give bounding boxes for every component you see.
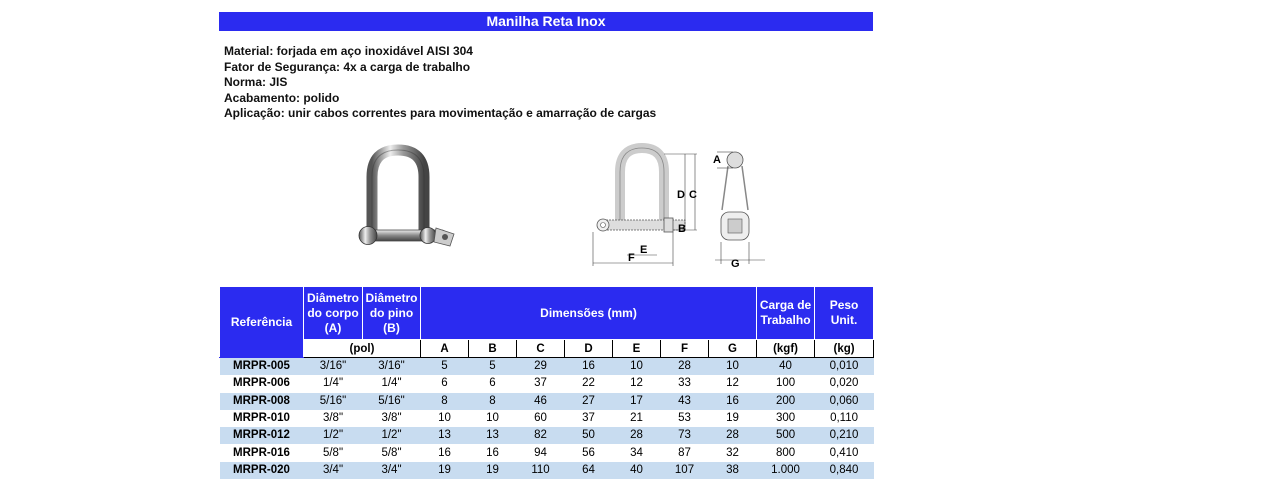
col-D: D: [565, 340, 613, 358]
page-title: Manilha Reta Inox: [219, 12, 873, 31]
unit-kg: (kg): [815, 340, 874, 358]
col-B: B: [469, 340, 517, 358]
table-cell: 12: [709, 375, 757, 392]
table-cell: 200: [757, 393, 815, 410]
table-row: [220, 427, 874, 444]
table-cell: 43: [661, 393, 709, 410]
row-reference: MRPR-020: [220, 462, 304, 479]
table-cell: 64: [565, 462, 613, 479]
label-G: G: [731, 258, 740, 270]
table-cell: 19: [709, 410, 757, 427]
table-cell: 0,020: [815, 375, 874, 392]
table-cell: 0,110: [815, 410, 874, 427]
table-cell: 21: [613, 410, 661, 427]
table-cell: 0,010: [815, 358, 874, 376]
label-D: D: [677, 189, 685, 201]
spec-standard: Norma: JIS: [224, 75, 288, 89]
table-cell: 3/8": [363, 410, 421, 427]
col-peso: Peso Unit.: [815, 287, 874, 340]
shackle-photo: [350, 142, 470, 257]
table-row: [220, 375, 874, 392]
table-cell: 19: [421, 462, 469, 479]
spec-application: Aplicação: unir cabos correntes para movimentação e amarração de cargas: [224, 106, 657, 120]
spec-safety-factor: Fator de Segurança: 4x a carga de trabalho: [224, 59, 471, 74]
table-cell: 1/2": [304, 427, 363, 444]
table-cell: 5/8": [304, 444, 363, 461]
table-cell: 5: [421, 358, 469, 376]
label-F: F: [628, 252, 635, 264]
table-cell: 3/16": [363, 358, 421, 376]
dimension-drawing: [585, 140, 775, 270]
table-cell: 53: [661, 410, 709, 427]
table-cell: 16: [709, 393, 757, 410]
table-cell: 10: [709, 358, 757, 376]
table-row: [220, 358, 874, 376]
table-cell: 56: [565, 444, 613, 461]
table-cell: 19: [469, 462, 517, 479]
table-cell: 0,840: [815, 462, 874, 479]
table-cell: 50: [565, 427, 613, 444]
table-cell: 300: [757, 410, 815, 427]
col-carga: Carga de Trabalho: [757, 287, 815, 340]
table-cell: 100: [757, 375, 815, 392]
table-cell: 1/2": [363, 427, 421, 444]
table-cell: 6: [469, 375, 517, 392]
table-cell: 16: [469, 444, 517, 461]
table-cell: 500: [757, 427, 815, 444]
col-G: G: [709, 340, 757, 358]
table-cell: 73: [661, 427, 709, 444]
table-cell: 28: [709, 427, 757, 444]
table-cell: 28: [661, 358, 709, 376]
table-cell: 6: [421, 375, 469, 392]
col-E: E: [613, 340, 661, 358]
table-cell: 22: [565, 375, 613, 392]
row-reference: MRPR-005: [220, 358, 304, 376]
table-cell: 10: [613, 358, 661, 376]
col-dims: Dimensões (mm): [421, 287, 757, 340]
table-cell: 0,060: [815, 393, 874, 410]
spec-list: [224, 44, 656, 122]
table-cell: 16: [421, 444, 469, 461]
table-cell: 5/16": [363, 393, 421, 410]
table-row: [220, 444, 874, 461]
table-cell: 5: [469, 358, 517, 376]
col-A: A: [421, 340, 469, 358]
table-cell: 13: [421, 427, 469, 444]
spec-material: Material: forjada em aço inoxidável AISI 304: [224, 44, 473, 58]
unit-kgf: (kgf): [757, 340, 815, 358]
table-cell: 8: [421, 393, 469, 410]
table-cell: 3/8": [304, 410, 363, 427]
table-cell: 3/16": [304, 358, 363, 376]
table-cell: 5/16": [304, 393, 363, 410]
col-ref: Referência: [220, 287, 304, 358]
table-cell: 38: [709, 462, 757, 479]
spec-finish: Acabamento: polido: [224, 90, 340, 105]
col-pino: Diâmetro do pino (B): [363, 287, 421, 340]
table-cell: 17: [613, 393, 661, 410]
table-cell: 5/8": [363, 444, 421, 461]
table-cell: 1/4": [363, 375, 421, 392]
table-cell: 28: [613, 427, 661, 444]
label-C: C: [689, 189, 697, 201]
table-cell: 10: [469, 410, 517, 427]
table-cell: 8: [469, 393, 517, 410]
table-cell: 0,210: [815, 427, 874, 444]
specs-table: [219, 286, 874, 479]
table-cell: 16: [565, 358, 613, 376]
col-F: F: [661, 340, 709, 358]
table-cell: 1.000: [757, 462, 815, 479]
table-cell: 46: [517, 393, 565, 410]
table-cell: 37: [517, 375, 565, 392]
label-A: A: [713, 154, 721, 166]
label-E: E: [640, 244, 648, 256]
table-cell: 82: [517, 427, 565, 444]
row-reference: MRPR-008: [220, 393, 304, 410]
table-cell: 3/4": [363, 462, 421, 479]
table-cell: 40: [757, 358, 815, 376]
table-cell: 12: [613, 375, 661, 392]
table-cell: 60: [517, 410, 565, 427]
row-reference: MRPR-010: [220, 410, 304, 427]
table-cell: 29: [517, 358, 565, 376]
col-C: C: [517, 340, 565, 358]
table-body: [220, 358, 874, 480]
table-cell: 40: [613, 462, 661, 479]
row-reference: MRPR-006: [220, 375, 304, 392]
row-reference: MRPR-012: [220, 427, 304, 444]
table-cell: 37: [565, 410, 613, 427]
table-cell: 13: [469, 427, 517, 444]
table-cell: 1/4": [304, 375, 363, 392]
table-cell: 27: [565, 393, 613, 410]
table-cell: 107: [661, 462, 709, 479]
table-cell: 33: [661, 375, 709, 392]
table-row: [220, 410, 874, 427]
table-cell: 0,410: [815, 444, 874, 461]
table-cell: 87: [661, 444, 709, 461]
table-row: [220, 462, 874, 479]
row-reference: MRPR-016: [220, 444, 304, 461]
table-cell: 94: [517, 444, 565, 461]
label-B: B: [678, 223, 686, 235]
table-cell: 10: [421, 410, 469, 427]
table-cell: 800: [757, 444, 815, 461]
table-cell: 32: [709, 444, 757, 461]
col-corpo: Diâmetro do corpo (A): [304, 287, 363, 340]
table-cell: 110: [517, 462, 565, 479]
table-cell: 34: [613, 444, 661, 461]
unit-pol: (pol): [304, 340, 421, 358]
table-cell: 3/4": [304, 462, 363, 479]
table-row: [220, 393, 874, 410]
